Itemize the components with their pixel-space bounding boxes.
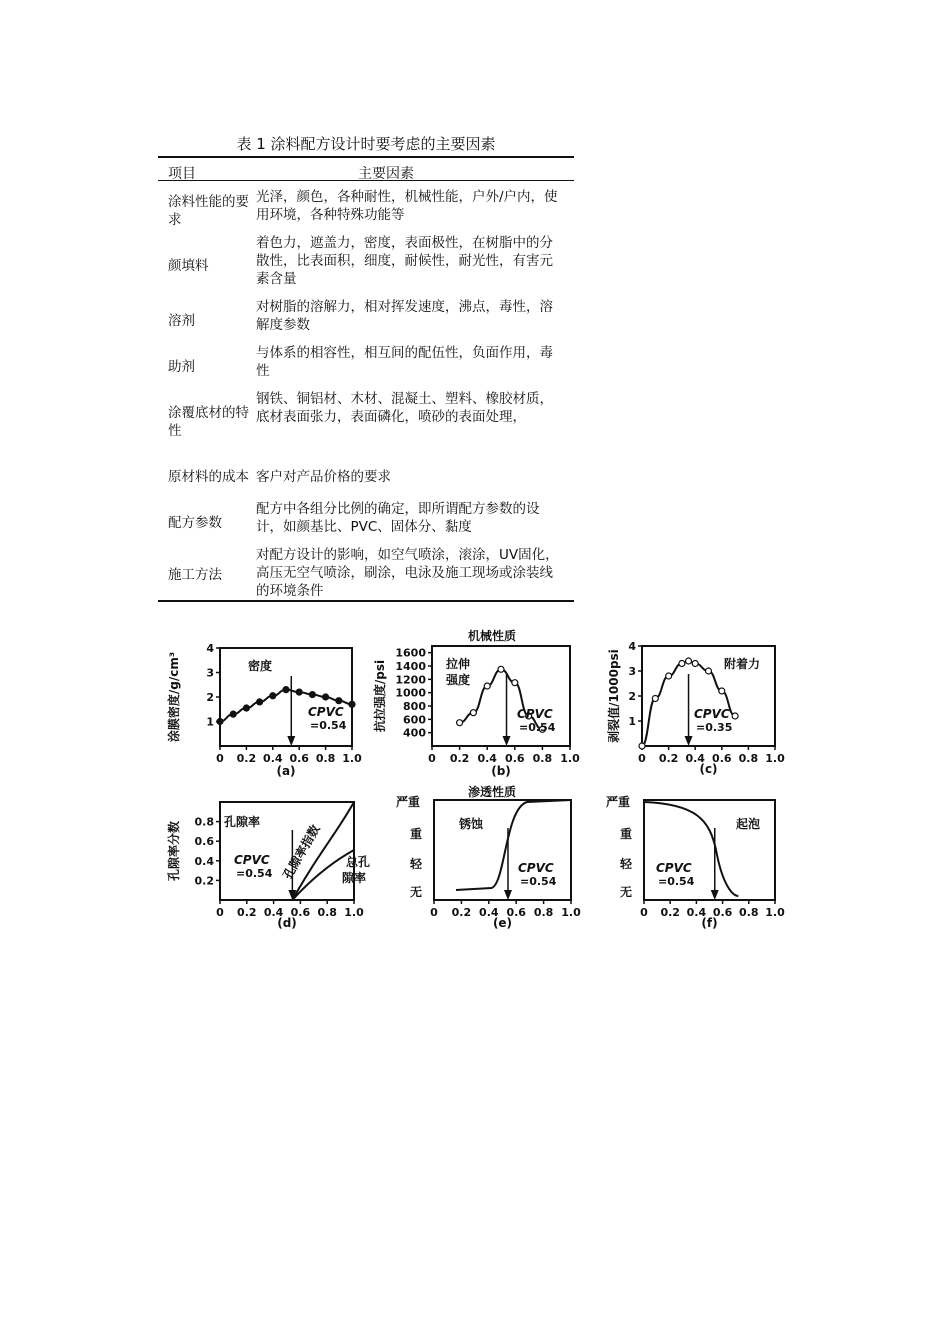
x-tick-label: 1.0 — [560, 752, 580, 765]
x-tick-label: 0.2 — [236, 752, 257, 765]
cpvc-arrow — [685, 736, 693, 746]
y-tick-label: 3 — [628, 665, 636, 678]
cpvc-arrow — [503, 736, 511, 746]
data-point — [457, 720, 463, 726]
y-axis-label: 涂膜密度/g/cm³ — [167, 651, 181, 743]
panel-caption: (e) — [492, 916, 513, 930]
cpvc-arrow — [504, 890, 512, 900]
x-tick-label: 0.6 — [505, 752, 525, 765]
data-point — [652, 696, 658, 702]
data-point — [719, 688, 725, 694]
panel-title: 密度 — [248, 659, 273, 673]
data-point — [484, 683, 490, 689]
y-tick-label: 0.4 — [194, 854, 214, 868]
x-tick-label: 0.8 — [738, 752, 759, 765]
panel-c — [606, 640, 785, 776]
row-factors: 与体系的相容性，相互间的配伍性，负面作用，毒性 — [256, 345, 553, 379]
x-tick-label: 0.2 — [449, 752, 470, 765]
x-tick-label: 0.6 — [289, 752, 309, 765]
bottom-group-title: 渗透性质 — [468, 785, 517, 799]
x-tick-label: 0 — [216, 906, 224, 919]
row-factors: 配方中各组分比例的确定，即所谓配方参数的设计，如颜基比、PVC、固体分、黏度 — [256, 501, 540, 535]
severity-label: 无 — [410, 885, 423, 899]
x-tick-label: 1.0 — [344, 906, 364, 919]
panel-b — [372, 646, 580, 778]
y-tick-label: 1000 — [395, 686, 426, 700]
cpvc-value: =0.54 — [519, 721, 556, 734]
y-tick-label: 0.2 — [194, 874, 214, 888]
y-axis-label: 孔隙率分数 — [167, 820, 181, 882]
y-tick-label: 4 — [206, 642, 214, 655]
x-tick-label: 0.4 — [685, 752, 705, 765]
row-item: 原材料的成本 — [168, 469, 249, 485]
header-item: 项目 — [168, 166, 196, 182]
x-tick-label: 0.8 — [739, 906, 759, 919]
cpvc-label: CPVC — [656, 861, 692, 875]
y-tick-label: 600 — [403, 713, 426, 727]
row-factors: 客户对产品价格的要求 — [256, 469, 391, 485]
x-tick-label: 0.8 — [533, 906, 554, 919]
data-point — [257, 699, 263, 705]
y-axis-label: 剥裂值/1000psi — [607, 649, 621, 743]
table-caption: 表 1 涂料配方设计时要考虑的主要因素 — [236, 135, 496, 153]
y-tick-label: 0.8 — [194, 815, 214, 829]
panel-caption: (d) — [277, 916, 297, 930]
data-point — [692, 661, 698, 667]
row-item: 溶剂 — [168, 313, 195, 329]
cpvc-label: CPVC — [517, 707, 553, 721]
panel-caption: (b) — [491, 764, 511, 778]
y-tick-label: 0.6 — [194, 835, 214, 849]
x-tick-label: 0.2 — [237, 906, 257, 919]
x-tick-label: 0.8 — [315, 752, 336, 765]
x-tick-label: 0 — [430, 906, 438, 919]
y-tick-label: 1 — [628, 715, 636, 728]
row-item: 颜填料 — [168, 258, 209, 274]
x-tick-label: 0.8 — [532, 752, 553, 765]
severity-label: 无 — [620, 885, 633, 899]
panel-caption: (c) — [699, 762, 718, 776]
row-item: 涂料性能的要求 — [168, 194, 249, 228]
y-tick-label: 1200 — [395, 673, 426, 687]
y-axis-label: 抗拉强度/psi — [373, 659, 387, 733]
panel-title-line2: 强度 — [446, 673, 471, 687]
data-point — [283, 687, 289, 693]
x-tick-label: 0 — [216, 752, 224, 765]
cpvc-value: =0.35 — [696, 721, 733, 734]
data-point — [309, 692, 315, 698]
x-tick-label: 0 — [428, 752, 436, 765]
row-item: 涂覆底材的特性 — [168, 405, 249, 439]
header-factors: 主要因素 — [358, 166, 414, 182]
data-point — [349, 701, 355, 707]
data-point — [706, 668, 712, 674]
cpvc-label: CPVC — [234, 853, 270, 867]
row-factors: 着色力，遮盖力，密度，表面极性，在树脂中的分散性，比表面积，细度，耐候性，耐光性，有害元素含量 — [256, 235, 553, 287]
panel-title: 起泡 — [736, 817, 761, 831]
data-point — [270, 693, 276, 699]
x-tick-label: 1.0 — [765, 752, 785, 765]
x-tick-label: 0.4 — [477, 752, 497, 765]
y-tick-label: 1600 — [395, 646, 426, 660]
row-factors: 对树脂的溶解力，相对挥发速度，沸点，毒性，溶解度参数 — [256, 299, 553, 333]
x-tick-label: 0.2 — [658, 752, 679, 765]
row-item: 施工方法 — [168, 567, 222, 583]
y-tick-label: 400 — [403, 726, 426, 740]
data-point — [323, 694, 329, 700]
severity-label: 重 — [410, 827, 423, 841]
data-point — [686, 658, 692, 664]
x-tick-label: 0.6 — [712, 906, 733, 919]
x-tick-label: 0.4 — [686, 906, 707, 919]
panel-caption: (a) — [276, 764, 296, 778]
row-factors: 对配方设计的影响，如空气喷涂，滚涂，UV固化，高压无空气喷涂，刷涂，电泳及施工现场或涂装线的环境条件 — [256, 547, 559, 599]
severity-label: 严重 — [606, 795, 631, 809]
x-tick-label: 0.8 — [317, 906, 337, 919]
cpvc-value: =0.54 — [236, 867, 273, 880]
cpvc-value: =0.54 — [310, 719, 347, 732]
y-tick-label: 4 — [628, 640, 636, 653]
row-item: 助剂 — [168, 359, 195, 375]
y-tick-label: 1400 — [395, 660, 426, 673]
y-tick-label: 1 — [206, 715, 214, 729]
data-point — [732, 713, 738, 719]
data-point — [470, 710, 476, 716]
y-tick-label: 800 — [403, 700, 426, 713]
data-point — [498, 666, 504, 672]
data-point — [296, 689, 302, 695]
data-point — [336, 698, 342, 704]
x-tick-label: 0.4 — [263, 906, 284, 919]
x-tick-label: 0 — [640, 906, 648, 919]
panel-f — [606, 794, 785, 930]
cpvc-arrow — [711, 890, 719, 900]
panel-title: 拉伸 — [446, 657, 471, 671]
y-tick-label: 2 — [206, 691, 214, 704]
severity-label: 严重 — [396, 795, 421, 809]
panel-caption: (f) — [701, 916, 718, 930]
curve-label-total-porosity: 总孔 — [346, 855, 371, 869]
panel-d — [166, 802, 370, 930]
severity-label: 轻 — [620, 857, 633, 871]
x-tick-label: 1.0 — [561, 906, 581, 919]
panel-title: 孔隙率 — [224, 815, 261, 829]
panel-a — [166, 642, 362, 778]
data-point — [666, 673, 672, 679]
data-point — [639, 743, 645, 749]
x-tick-label: 0.6 — [290, 906, 311, 919]
x-tick-label: 0.4 — [263, 752, 283, 765]
severity-label: 重 — [620, 827, 633, 841]
cpvc-label: CPVC — [518, 861, 554, 875]
cpvc-value: =0.54 — [658, 875, 695, 888]
row-factors: 光泽，颜色，各种耐性，机械性能，户外/户内，使用环境，各种特殊功能等 — [256, 189, 558, 223]
cpvc-arrow — [287, 736, 295, 746]
x-tick-label: 0.2 — [451, 906, 472, 919]
panel-title: 附着力 — [724, 657, 761, 671]
cpvc-label: CPVC — [308, 705, 344, 719]
x-tick-label: 0.6 — [712, 752, 732, 765]
curve-label-total-porosity-line2: 隙率 — [342, 871, 367, 885]
curve-label-porosity-index: 孔隙率指数 — [280, 822, 323, 882]
row-factors: 钢铁、铜铝材、木材、混凝土、塑料、橡胶材质，底材表面张力，表面磷化，喷砂的表面处理， — [256, 391, 553, 425]
y-tick-label: 2 — [628, 690, 636, 703]
panel-title: 锈蚀 — [459, 817, 484, 831]
cpvc-label: CPVC — [694, 707, 730, 721]
data-point — [217, 719, 223, 725]
x-tick-label: 1.0 — [342, 752, 362, 765]
severity-label: 轻 — [410, 857, 423, 871]
x-tick-label: 0.2 — [660, 906, 680, 919]
panel-e — [396, 794, 581, 930]
y-tick-label: 3 — [206, 666, 214, 680]
data-point — [243, 705, 249, 711]
row-item: 配方参数 — [168, 515, 222, 531]
x-tick-label: 1.0 — [765, 906, 785, 919]
data-point — [679, 661, 685, 667]
cpvc-value: =0.54 — [520, 875, 557, 888]
data-point — [512, 680, 518, 686]
x-tick-label: 0.6 — [506, 906, 526, 919]
data-point — [230, 711, 236, 717]
x-tick-label: 0 — [638, 752, 646, 765]
x-tick-label: 0.4 — [479, 906, 499, 919]
top-group-title: 机械性质 — [468, 629, 517, 643]
